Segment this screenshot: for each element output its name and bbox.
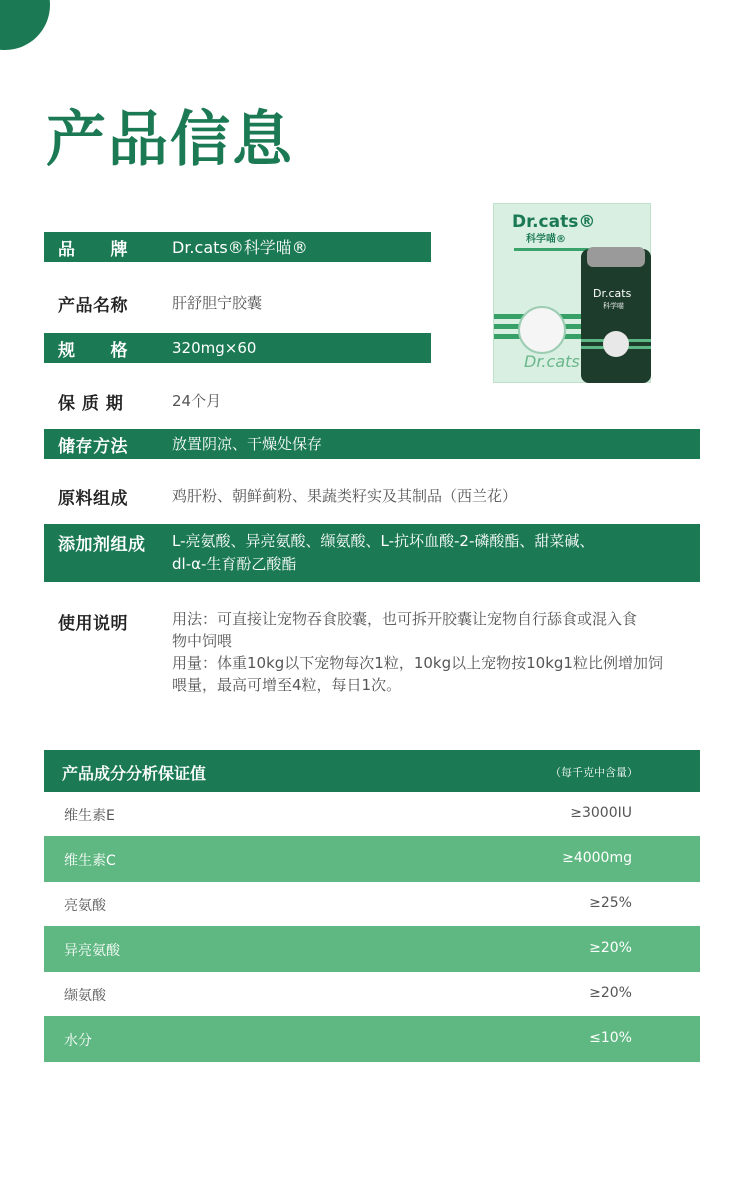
info-label: 添加剂组成 (58, 535, 146, 555)
nutrient-value: ≤10% (589, 1030, 632, 1046)
page-title: 产品信息 (46, 105, 294, 175)
bottle-brand: Dr.cats (593, 287, 632, 300)
info-label: 原料组成 (58, 488, 128, 509)
info-value-line: 用法：可直接让宠物吞食胶囊，也可拆开胶囊让宠物自行舔食或混入食 (172, 610, 638, 628)
analysis-unit-note: （每千克中含量） (550, 766, 638, 779)
info-value: 肝舒胆宁胶囊 (172, 293, 263, 312)
table-row (44, 792, 700, 836)
info-value: 鸡肝粉、朝鲜蓟粉、果蔬类籽实及其制品（西兰花） (172, 486, 518, 505)
bottle-brand-cn: 科学喵 (603, 302, 624, 310)
info-value-line: 物中饲喂 (172, 632, 233, 650)
table-row (44, 1016, 700, 1062)
table-row (44, 926, 700, 972)
info-value-line: L-亮氨酸、异亮氨酸、缬氨酸、L-抗坏血酸-2-磷酸酯、甜菜碱、 (172, 532, 595, 550)
box-brand: Dr.cats® (512, 212, 596, 232)
nutrient-name: 维生素C (64, 853, 116, 869)
info-row-additives (44, 524, 700, 582)
corner-decoration (0, 0, 50, 50)
box-decor-line (514, 248, 594, 251)
nutrient-value: ≥3000IU (570, 805, 632, 821)
analysis-header (44, 750, 700, 792)
info-value: 放置阴凉、干燥处保存 (172, 434, 323, 453)
nutrient-name: 缬氨酸 (64, 988, 106, 1004)
product-image (493, 203, 665, 383)
analysis-table (44, 750, 700, 1062)
info-label: 产品名称 (58, 295, 128, 316)
info-value (152, 530, 594, 576)
box-script-logo: Dr.cats (524, 352, 580, 371)
nutrient-value: ≥25% (589, 895, 632, 911)
nutrient-value: ≥20% (589, 985, 632, 1001)
table-row (44, 972, 700, 1016)
info-label: 使用说明 (58, 614, 128, 634)
nutrient-name: 维生素E (64, 808, 115, 824)
info-value-line: 喂量，最高可增至4粒，每日1次。 (172, 676, 402, 694)
nutrient-name: 亮氨酸 (64, 898, 106, 914)
info-value: 24个月 (172, 391, 222, 410)
info-value-line: dl-α-生育酚乙酸酯 (172, 555, 297, 573)
info-label: 品 牌 (58, 239, 128, 260)
nutrient-name: 异亮氨酸 (64, 943, 120, 959)
nutrient-value: ≥20% (589, 940, 632, 956)
box-brand-cn: 科学喵® (526, 234, 566, 245)
info-row-spec (44, 333, 431, 363)
nutrient-value: ≥4000mg (562, 850, 632, 866)
table-row (44, 882, 700, 926)
info-label: 储存方法 (58, 436, 128, 457)
info-value: 320mg×60 (172, 338, 257, 357)
bottle-cap (587, 247, 645, 267)
info-row-brand (44, 232, 431, 262)
bottle-cat-icon (603, 331, 629, 357)
info-value (152, 608, 663, 696)
info-row-ingredients (44, 484, 700, 508)
info-row-usage (44, 608, 700, 696)
analysis-title: 产品成分分析保证值 (62, 764, 207, 783)
info-value: Dr.cats®科学喵® (172, 237, 308, 257)
info-value-line: 用量：体重10kg以下宠物每次1粒，10kg以上宠物按10kg1粒比例增加饲 (172, 654, 663, 672)
info-row-shelf-life (44, 389, 431, 413)
cat-portrait-icon (518, 306, 566, 354)
nutrient-name: 水分 (64, 1033, 92, 1049)
info-label: 规 格 (58, 340, 128, 361)
product-bottle (581, 249, 651, 383)
table-row (44, 836, 700, 882)
info-label: 保 质 期 (58, 393, 124, 414)
info-row-storage (44, 429, 700, 459)
info-row-name (44, 291, 431, 315)
